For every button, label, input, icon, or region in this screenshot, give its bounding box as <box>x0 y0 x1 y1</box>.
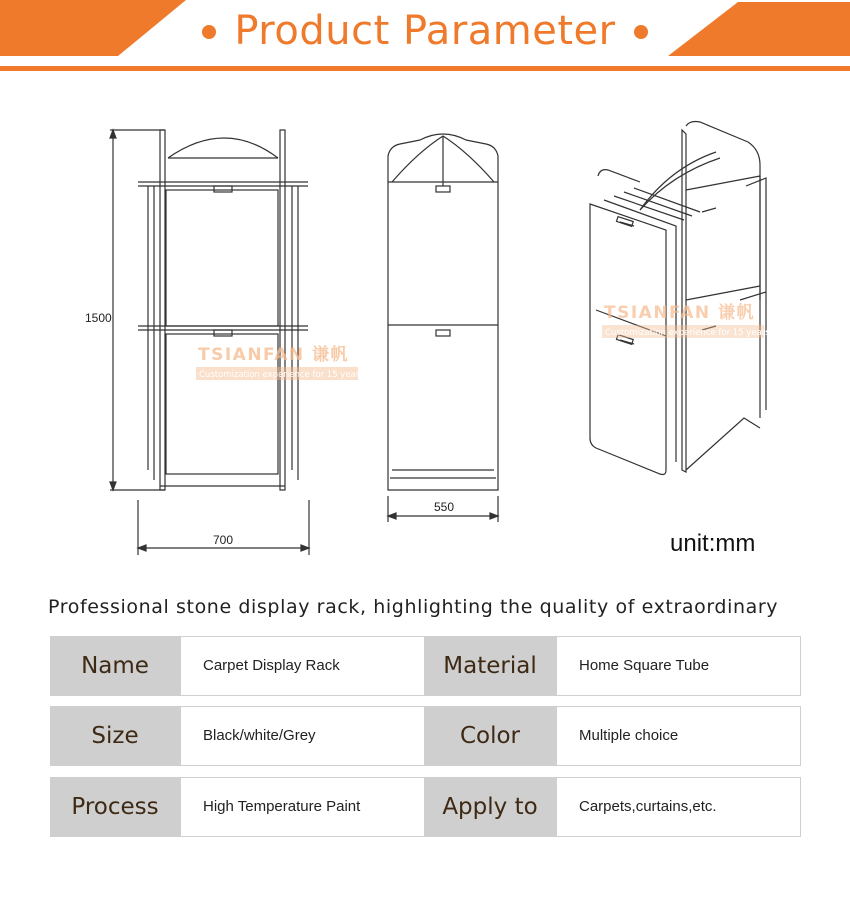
bullet-right-icon <box>634 25 648 39</box>
spec-label-color: Color <box>424 706 556 766</box>
watermark-brand: TSIANFAN 谦帆 <box>198 345 350 365</box>
spec-label-material: Material <box>424 636 556 696</box>
watermark-slogan-iso: Customization experience for 15 years <box>605 328 770 338</box>
tagline: Professional stone display rack, highlighting the quality of extraordinary <box>48 596 779 618</box>
spec-row <box>50 777 800 837</box>
spec-value-size: Black/white/Grey <box>180 706 425 766</box>
unit-label: unit:mm <box>670 530 756 557</box>
page-title: Product Parameter <box>234 8 616 54</box>
front-view-drawing <box>110 130 309 555</box>
spec-value-color: Multiple choice <box>556 706 801 766</box>
header-banner <box>0 0 850 72</box>
isometric-view-drawing <box>590 122 766 475</box>
spec-row <box>50 636 800 696</box>
spec-label-apply-to: Apply to <box>424 777 556 837</box>
watermark-slogan: Customization experience for 15 years <box>199 370 364 380</box>
height-dimension-label: 1500 <box>85 311 112 325</box>
spec-value-material: Home Square Tube <box>556 636 801 696</box>
spec-row <box>50 706 800 766</box>
spec-value-process: High Temperature Paint <box>180 777 425 837</box>
spec-label-size: Size <box>50 706 180 766</box>
width-dimension-label: 700 <box>213 533 234 547</box>
spec-value-apply-to: Carpets,curtains,etc. <box>556 777 801 837</box>
spec-value-name: Carpet Display Rack <box>180 636 425 696</box>
watermark-brand-iso: TSIANFAN 谦帆 <box>604 303 756 323</box>
depth-dimension-label: 550 <box>434 500 455 514</box>
technical-drawings <box>0 80 850 580</box>
side-view-drawing <box>388 134 498 522</box>
spec-label-process: Process <box>50 777 180 837</box>
spec-label-name: Name <box>50 636 180 696</box>
